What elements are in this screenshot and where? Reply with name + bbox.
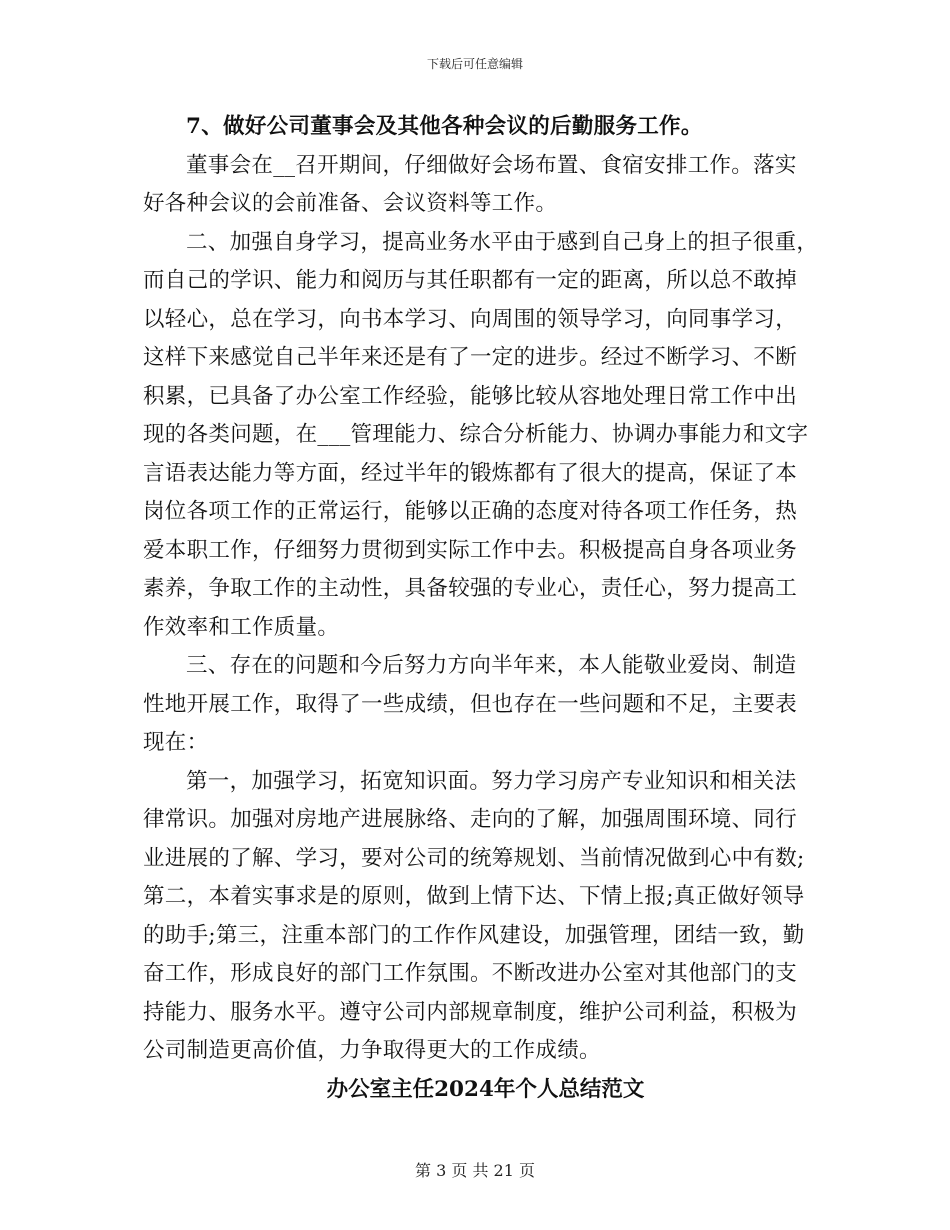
paragraph-line: 以轻心，总在学习，向书本学习、向周围的领导学习，向同事学习， xyxy=(143,306,798,332)
item-heading: 7、做好公司董事会及其他各种会议的后勤服务工作。 xyxy=(186,114,703,139)
section-title: 办公室主任2024年个人总结范文 xyxy=(326,1076,645,1102)
paragraph-line: 作效率和工作质量。 xyxy=(143,614,340,640)
paragraph-line: 积累，已具备了办公室工作经验，能够比较从容地处理日常工作中出 xyxy=(143,383,798,409)
paragraph-line: 性地开展工作，取得了一些成绩，但也存在一些问题和不足，主要表 xyxy=(143,691,798,717)
document-body xyxy=(143,108,819,1109)
paragraph-line: 董事会在__召开期间，仔细做好会场布置、食宿安排工作。落实 xyxy=(186,152,797,178)
header-note: 下载后可任意编辑 xyxy=(426,57,523,71)
paragraph-line: 持能力、服务水平。遵守公司内部规章制度，维护公司利益，积极为 xyxy=(143,999,798,1025)
paragraph-line: 好各种会议的会前准备、会议资料等工作。 xyxy=(143,191,558,216)
paragraph-line: 而自己的学识、能力和阅历与其任职都有一定的距离，所以总不敢掉 xyxy=(143,268,798,293)
paragraph-line: 第一，加强学习，拓宽知识面。努力学习房产专业知识和相关法 xyxy=(186,768,797,794)
paragraph-line: 现在： xyxy=(143,730,209,755)
paragraph-line: 这样下来感觉自己半年来还是有了一定的进步。经过不断学习、不断 xyxy=(143,345,798,370)
page-number: 第 3 页 共 21 页 xyxy=(415,1161,535,1180)
paragraph-line: 公司制造更高价值，力争取得更大的工作成绩。 xyxy=(143,1038,601,1063)
paragraph-line: 律常识。加强对房地产进展脉络、走向的了解，加强周围环境、同行 xyxy=(143,807,798,832)
paragraph-line: 的助手;第三，注重本部门的工作作风建设，加强管理，团结一致，勤 xyxy=(143,922,805,948)
paragraph-line: 三、存在的问题和今后努力方向半年来，本人能敬业爱岗、制造 xyxy=(186,653,797,678)
paragraph-line: 言语表达能力等方面，经过半年的锻炼都有了很大的提高，保证了本 xyxy=(143,460,798,486)
paragraph-line: 第二，本着实事求是的原则，做到上情下达、下情上报;真正做好领导 xyxy=(143,884,805,909)
paragraph-line: 二、加强自身学习，提高业务水平由于感到自己身上的担子很重， xyxy=(186,229,819,255)
paragraph-line: 奋工作，形成良好的部门工作氛围。不断改进办公室对其他部门的支 xyxy=(143,961,798,986)
paragraph-line: 岗位各项工作的正常运行，能够以正确的态度对待各项工作任务，热 xyxy=(143,499,798,524)
paragraph-line: 业进展的了解、学习，要对公司的统筹规划、当前情况做到心中有数; xyxy=(143,845,805,871)
paragraph-line: 爱本职工作，仔细努力贯彻到实际工作中去。积极提高自身各项业务 xyxy=(143,537,798,563)
paragraph-line: 现的各类问题，在___管理能力、综合分析能力、协调办事能力和文字 xyxy=(143,422,809,447)
paragraph-line: 素养，争取工作的主动性，具备较强的专业心，责任心，努力提高工 xyxy=(143,576,798,601)
